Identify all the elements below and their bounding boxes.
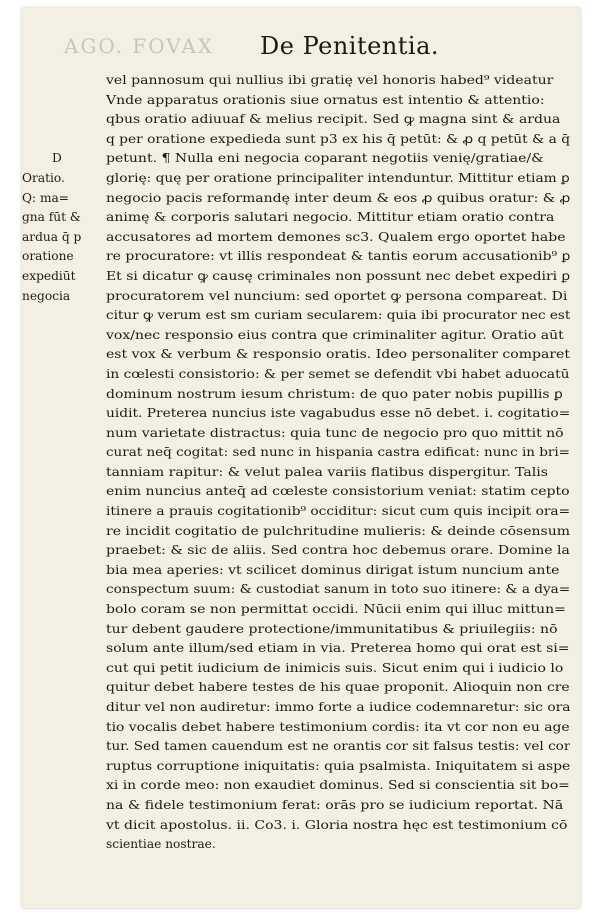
text-line: praebet: & sic de aliis. Sed contra hoc debemus orare. Domine la <box>106 543 570 558</box>
text-line: conspectum suum: & custodiat sanum in toto suo itinere: & a dya= <box>106 582 570 597</box>
text-line: num varietate distractus: quia tunc de negocio pro quo mittit nō <box>106 425 564 440</box>
margin-note: oratione <box>22 249 74 264</box>
margin-note: negocia <box>22 288 71 303</box>
book-page <box>22 8 580 908</box>
page-title: De Penitentia. <box>260 32 440 60</box>
text-line: tanniam rapitur: & velut palea variis flatibus dispergitur. Talis <box>106 464 548 479</box>
text-line: vox/nec responsio eius contra que criminaliter agitur. Oratio aūt <box>106 327 564 342</box>
text-line: est vox & verbum & responsio oratis. Ideo personaliter comparet <box>106 347 570 362</box>
text-line: bolo coram se non permittat occidi. Nūcii enim qui illuc mittun= <box>106 602 566 617</box>
text-line: tio vocalis debet habere testimonium cordis: ita vt cor non eu age <box>106 719 570 734</box>
text-line: Et si dicatur ꝙ causę criminales non possunt nec debet expediri ꝑ <box>106 268 570 283</box>
text-line: in cœlesti consistorio: & per semet se defendit vbi habet aduocatū <box>106 366 570 381</box>
margin-note <box>22 91 108 111</box>
text-line: vt dicit apostolus. ii. Co3. i. Gloria nostra hęc est testimonium cō <box>106 817 568 832</box>
text-line: q per oratione expedieda sunt p3 ex his q̄ petūt: & ꝓ q petūt & a q̄ <box>106 131 570 146</box>
text-line: quitur debet habere testes de his quae proponit. Alioquin non cre <box>106 680 570 695</box>
text-line: procuratorem vel nuncium: sed oportet ꝙ persona compareat. Di <box>106 288 568 303</box>
text-line: re procuratore: vt illis respondeat & tantis eorum accusationib⁹ ꝑ <box>106 249 570 264</box>
text-line: qbus oratio adiuuaf & melius recipit. Sed ꝙ magna sint & ardua <box>106 112 561 127</box>
margin-note: ardua q̄ p <box>22 229 82 244</box>
margin-note <box>22 71 108 91</box>
text-line: solum ante illum/sed etiam in via. Preterea homo qui orat est si= <box>106 641 570 656</box>
text-line: xi in corde meo: non exaudiet dominus. Sed si conscientia sit bo= <box>106 778 570 793</box>
text-line: na & fidele testimonium ferat: orās pro se iudicium reportat. Nā <box>106 797 564 812</box>
text-line: itinere a prauis cogitationib⁹ occiditur: sicut cum quis incipit ora= <box>106 504 570 519</box>
text-line: negocio pacis reformandę inter deum & eos ꝓ quibus oratur: & ꝓ <box>106 190 570 205</box>
text-line: glorię: quę per oratione principaliter intenduntur. Mittitur etiam ꝑ <box>106 170 570 185</box>
text-line: enim nuncius anteq̄ ad cœleste consistorium veniat: statim cepto <box>106 484 570 499</box>
margin-note: Oratio. <box>22 170 65 185</box>
margin-note: expediūt <box>22 268 76 283</box>
text-line: vel pannosum qui nullius ibi gratię vel honoris habed⁹ videatur <box>106 73 554 87</box>
text-line: re incidit cogitatio de pulchritudine mulieris: & deinde cōsensum <box>106 523 570 538</box>
bleed-through-title: AGO. FOVAX <box>64 34 215 58</box>
text-line: citur ꝙ verum est sm curiam secularem: quia ibi procurator nec est <box>106 308 570 323</box>
margin-note: Q: ma= <box>22 190 70 205</box>
text-line: tur. Sed tamen cauendum est ne orantis cor sit falsus testis: vel cor <box>106 739 570 754</box>
text-line: animę & corporis salutari negocio. Mittitur etiam oratio contra <box>106 210 555 225</box>
text-line: ruptus corruptione iniquitatis: quia psalmista. Iniquitatem si aspe <box>106 758 570 773</box>
margin-note <box>22 130 108 150</box>
margin-note <box>22 110 108 130</box>
text-line: ditur vel non audiretur: immo forte a iudice codemnaretur: sic ora <box>106 700 570 714</box>
margin-section-letter: D <box>52 151 62 166</box>
margin-notes <box>22 71 108 306</box>
text-line: scientiae nostrae. <box>106 837 216 852</box>
text-line: tur debent gaudere protectione/immunitatibus & priuilegiis: nō <box>106 621 558 636</box>
text-line: curat neq̄ cogitat: sed nunc in hispania castra edificat: nunc in bri= <box>106 445 570 460</box>
text-line: bia mea aperies: vt scilicet dominus dirigat istum nuncium ante <box>106 562 560 577</box>
text-line: uidit. Preterea nuncius iste vagabudus esse nō debet. i. cogitatio= <box>106 406 570 421</box>
body-text-block <box>106 71 570 855</box>
text-line: cut qui petit iudicium de inimicis suis. Sicut enim qui i iudicio lo <box>106 660 564 675</box>
text-line: dominum nostrum iesum christum: de quo pater nobis pupillis ꝑ <box>106 386 563 401</box>
margin-note: gna fūt & <box>22 210 81 225</box>
text-line: petunt. ¶ Nulla eni negocia coparant negotiis venię/gratiae/& <box>106 151 544 166</box>
text-line: accusatores ad mortem demones sc3. Qualem ergo oportet habe <box>106 229 566 244</box>
text-line: Vnde apparatus orationis siue ornatus est intentio & attentio: <box>106 92 545 107</box>
